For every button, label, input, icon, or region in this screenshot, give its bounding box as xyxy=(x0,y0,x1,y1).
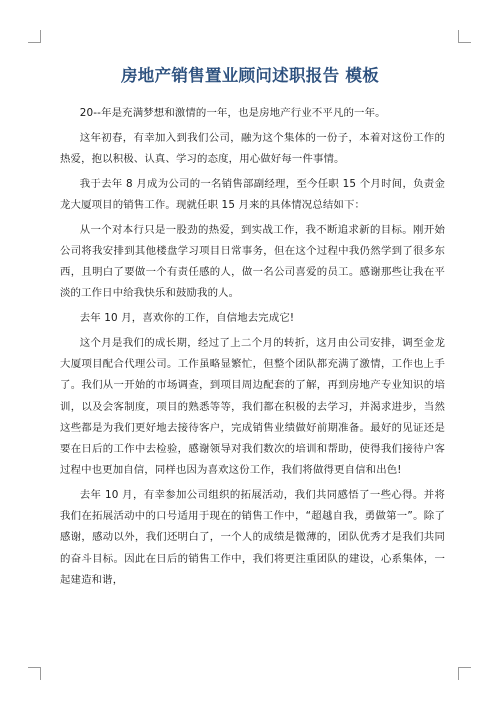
document-body xyxy=(60,103,445,595)
paragraph: 去年 10 月，有幸参加公司组织的拓展活动，我们共同感悟了一些心得。并将我们在拓展活动中的口号适用于现在的销售工作中，“超越自我，勇做第一”。除了感谢，感动以外，我们还明白了，一个人的成绩是微薄的，团队优秀才是我们共同的奋斗目标。因此在日后的销售工作中，我们将更注重团队的建设，心系集体，一起建造和谐， xyxy=(60,489,445,586)
crop-mark-bottom-left xyxy=(28,667,41,680)
crop-mark-top-right xyxy=(458,30,471,43)
crop-mark-bottom-right xyxy=(458,667,471,680)
paragraph: 去年 10 月，喜欢你的工作，自信地去完成它! xyxy=(79,312,295,325)
paragraph: 这个月是我们的成长期，经过了上二个月的转折，这月由公司安排，调至金龙大厦项目配合代理公司。工作虽略显繁忙，但整个团队都充满了激情，工作也上手了。我们从一开始的市场调查，到项目周边配套的了解，再到房地产专业知识的培训，以及会客制度，项目的熟悉等等，我们都在积极的去学习，并渴求进步，当然这些都是为我们更好地去接待客户，完成销售业绩做好前期准备。最好的见证还是要在日后的工作中去检验，感谢领导对我们数次的培训和帮助，使得我们接待户客过程中也更加自信，同样也因为喜欢这份工作，我们将做得更自信和出色! xyxy=(60,337,445,477)
crop-mark-top-left xyxy=(28,30,41,43)
paragraph: 这年初春，有幸加入到我们公司，融为这个集体的一份子，本着对这份工作的热爱，抱以积极、认真、学习的态度，用心做好每一件事情。 xyxy=(60,131,445,165)
paragraph: 20--年是充满梦想和激情的一年，也是房地产行业不平凡的一年。 xyxy=(79,107,386,119)
paragraph: 从一个对本行只是一股劲的热爱，到实战工作，我不断追求新的目标。刚开始公司将我安排到其他楼盘学习项目日常事务，但在这个过程中我仍然学到了很多东西，且明白了要做一个有责任感的人，做一名公司喜爱的员工。感谢那些让我在平淡的工作日中给我快乐和鼓励我的人。 xyxy=(60,223,445,300)
paragraph: 我于去年 8 月成为公司的一名销售部副经理，至今任职 15 个月时间，负责金龙大厦项目的销售工作。现就任职 15 月来的具体情况总结如下： xyxy=(60,177,445,211)
document-title: 房地产销售置业顾问述职报告 模板 xyxy=(120,66,380,85)
